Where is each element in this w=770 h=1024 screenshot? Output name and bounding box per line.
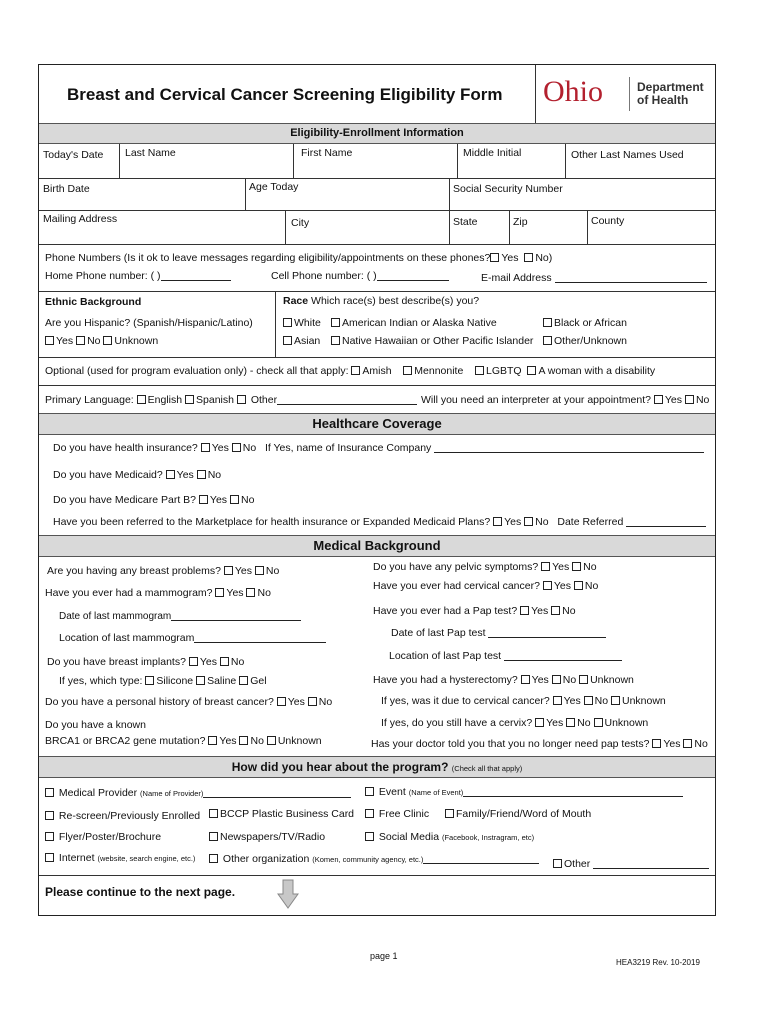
medicaid-question: Do you have Medicaid? Yes No <box>53 469 222 481</box>
implants-question: Do you have breast implants? Yes No <box>47 656 245 668</box>
race-other-option: Other/Unknown <box>543 335 627 347</box>
page-number: page 1 <box>370 951 398 961</box>
last-name-label: Last Name <box>125 147 176 159</box>
saline-checkbox[interactable] <box>196 676 205 685</box>
referred-no-checkbox[interactable] <box>524 517 533 526</box>
news-option: Newspapers/TV/Radio <box>209 831 325 843</box>
breast-problems-yes-checkbox[interactable] <box>224 566 233 575</box>
continue-note: Please continue to the next page. <box>45 885 236 899</box>
other-field[interactable] <box>593 858 709 869</box>
city-label: City <box>291 217 310 229</box>
pelvic-no-checkbox[interactable] <box>572 562 581 571</box>
race-black-checkbox[interactable] <box>543 318 552 327</box>
mailing-address-label: Mailing Address <box>43 213 118 225</box>
cervical-question: Have you ever had cervical cancer? Yes No <box>373 580 599 592</box>
race-aian-option: American Indian or Alaska Native <box>331 317 497 329</box>
event-name-field[interactable] <box>463 786 683 797</box>
eligibility-section-title: Eligibility-Enrollment Information <box>39 123 715 144</box>
referred-question: Have you been referred to the Marketplace for health insurance or Expanded Medicaid Plans? Yes No Date Referred <box>53 516 706 528</box>
amish-checkbox[interactable] <box>351 366 360 375</box>
bccp-card-option: BCCP Plastic Business Card <box>209 808 354 820</box>
brca-yes-checkbox[interactable] <box>208 736 217 745</box>
rescreen-option: Re-screen/Previously Enrolled <box>45 810 200 822</box>
interpreter-question: Will you need an interpreter at your appointment? Yes No <box>421 394 710 406</box>
state-label: State <box>453 216 478 228</box>
other-language-checkbox[interactable] <box>237 395 246 404</box>
mennonite-checkbox[interactable] <box>403 366 412 375</box>
zip-label: Zip <box>513 216 528 228</box>
implants-yes-checkbox[interactable] <box>189 657 198 666</box>
referred-yes-checkbox[interactable] <box>493 517 502 526</box>
disability-checkbox[interactable] <box>527 366 536 375</box>
pap-yes-checkbox[interactable] <box>520 606 529 615</box>
todays-date-label: Today's Date <box>43 149 104 161</box>
rescreen-checkbox[interactable] <box>45 811 54 820</box>
location-mammogram-label: Location of last mammogram <box>59 632 326 644</box>
phone-no-checkbox[interactable] <box>524 253 533 262</box>
hispanic-no-checkbox[interactable] <box>76 336 85 345</box>
mammogram-no-checkbox[interactable] <box>246 588 255 597</box>
breast-problems-question: Are you having any breast problems? Yes No <box>47 565 280 577</box>
race-asian-checkbox[interactable] <box>283 336 292 345</box>
county-label: County <box>591 215 625 227</box>
other-last-names-label: Other Last Names Used <box>571 149 684 161</box>
medicare-question: Do you have Medicare Part B? Yes No <box>53 494 255 506</box>
implant-type-question: If yes, which type: Silicone Saline Gel <box>59 675 267 687</box>
medicare-yes-checkbox[interactable] <box>199 495 208 504</box>
due-cervical-question: If yes, was it due to cervical cancer? Yes No Unknown <box>381 695 666 707</box>
hispanic-question: Are you Hispanic? (Spanish/Hispanic/Latino) <box>45 317 253 329</box>
date-referred-field[interactable] <box>626 516 706 527</box>
medicaid-yes-checkbox[interactable] <box>166 470 175 479</box>
medicaid-no-checkbox[interactable] <box>197 470 206 479</box>
medical-provider-checkbox[interactable] <box>45 788 54 797</box>
cell-phone-field[interactable] <box>377 270 449 281</box>
english-checkbox[interactable] <box>137 395 146 404</box>
social-media-checkbox[interactable] <box>365 832 374 841</box>
age-today-label: Age Today <box>249 181 299 193</box>
location-mammogram-field[interactable] <box>194 632 326 643</box>
news-checkbox[interactable] <box>209 832 218 841</box>
cervix-yes-checkbox[interactable] <box>535 718 544 727</box>
brca-no-checkbox[interactable] <box>239 736 248 745</box>
pelvic-yes-checkbox[interactable] <box>541 562 550 571</box>
other-org-option: Other organization (Komen, community agency, etc.) <box>209 853 539 865</box>
hysterectomy-yes-checkbox[interactable] <box>521 675 530 684</box>
cervix-question: If yes, do you still have a cervix? Yes No Unknown <box>381 717 649 729</box>
cell-phone-label: Cell Phone number: ( ) <box>271 270 449 282</box>
mammogram-yes-checkbox[interactable] <box>215 588 224 597</box>
race-white-option: White <box>283 317 321 329</box>
personal-history-question: Do you have a personal history of breast cancer? Yes No <box>45 696 333 708</box>
brca-unknown-checkbox[interactable] <box>267 736 276 745</box>
other-org-field[interactable] <box>423 853 539 864</box>
insurance-yes-checkbox[interactable] <box>201 443 210 452</box>
hispanic-yes-checkbox[interactable] <box>45 336 54 345</box>
free-clinic-option: Free Clinic <box>365 808 429 820</box>
interpreter-yes-checkbox[interactable] <box>654 395 663 404</box>
flyer-option: Flyer/Poster/Brochure <box>45 831 161 843</box>
cervical-yes-checkbox[interactable] <box>543 581 552 590</box>
event-option: Event (Name of Event) <box>365 786 683 798</box>
other-checkbox[interactable] <box>553 859 562 868</box>
ethnic-title: Ethnic Background <box>45 296 142 308</box>
email-label: E-mail Address <box>481 272 707 284</box>
medicare-no-checkbox[interactable] <box>230 495 239 504</box>
hispanic-options: Yes No Unknown <box>45 335 158 347</box>
hear-section-title: How did you hear about the program? (Check all that apply) <box>39 756 715 778</box>
brca-question-line2: BRCA1 or BRCA2 gene mutation? Yes No Unknown <box>45 735 322 747</box>
ssn-label: Social Security Number <box>453 183 563 195</box>
silicone-checkbox[interactable] <box>145 676 154 685</box>
race-nhpi-checkbox[interactable] <box>331 336 340 345</box>
race-aian-checkbox[interactable] <box>331 318 340 327</box>
internet-option: Internet (website, search engine, etc.) <box>45 852 195 864</box>
event-checkbox[interactable] <box>365 787 374 796</box>
email-field[interactable] <box>555 272 707 283</box>
interpreter-no-checkbox[interactable] <box>685 395 694 404</box>
race-question: Race Which race(s) best describe(s) you? <box>283 295 480 307</box>
date-pap-label: Date of last Pap test <box>391 627 606 639</box>
date-mammogram-field[interactable] <box>171 610 301 621</box>
birth-date-label: Birth Date <box>43 183 90 195</box>
insurance-no-checkbox[interactable] <box>232 443 241 452</box>
hysterectomy-unknown-checkbox[interactable] <box>579 675 588 684</box>
race-asian-option: Asian <box>283 335 320 347</box>
due-cervical-no-checkbox[interactable] <box>584 696 593 705</box>
history-no-checkbox[interactable] <box>308 697 317 706</box>
breast-problems-no-checkbox[interactable] <box>255 566 264 575</box>
hispanic-unknown-checkbox[interactable] <box>103 336 112 345</box>
family-option: Family/Friend/Word of Mouth <box>445 808 591 820</box>
cervix-no-checkbox[interactable] <box>566 718 575 727</box>
other-option: Other <box>553 858 709 870</box>
family-checkbox[interactable] <box>445 809 454 818</box>
due-cervical-yes-checkbox[interactable] <box>553 696 562 705</box>
social-media-option: Social Media (Facebook, Instragram, etc) <box>365 831 534 843</box>
race-other-checkbox[interactable] <box>543 336 552 345</box>
no-pap-yes-checkbox[interactable] <box>652 739 661 748</box>
form-title: Breast and Cervical Cancer Screening Eligibility Form <box>67 85 503 104</box>
pelvic-question: Do you have any pelvic symptoms? Yes No <box>373 561 597 573</box>
ohio-logo: Ohio <box>543 75 603 108</box>
home-phone-field[interactable] <box>161 270 231 281</box>
hysterectomy-no-checkbox[interactable] <box>552 675 561 684</box>
bccp-card-checkbox[interactable] <box>209 809 218 818</box>
history-yes-checkbox[interactable] <box>277 697 286 706</box>
optional-question: Optional (used for program evaluation only) - check all that apply: Amish Mennonite LGBTQ A woman with a disability <box>45 365 656 377</box>
race-nhpi-option: Native Hawaiian or Other Pacific Islander <box>331 335 533 347</box>
location-pap-label: Location of last Pap test <box>389 650 622 662</box>
internet-checkbox[interactable] <box>45 853 54 862</box>
race-black-option: Black or African <box>543 317 627 329</box>
date-pap-field[interactable] <box>488 627 606 638</box>
mammogram-question: Have you ever had a mammogram? Yes No <box>45 587 271 599</box>
dept-name: Department of Health <box>637 80 704 107</box>
flyer-checkbox[interactable] <box>45 832 54 841</box>
provider-name-field[interactable] <box>203 787 351 798</box>
phone-question: Phone Numbers (Is it ok to leave messages regarding eligibility/appointments on these phones? Yes No) <box>45 252 553 264</box>
date-mammogram-label: Date of last mammogram <box>59 610 301 622</box>
first-name-label: First Name <box>301 147 353 159</box>
no-pap-no-checkbox[interactable] <box>683 739 692 748</box>
brca-question-line1: Do you have a known <box>45 719 146 731</box>
pap-no-checkbox[interactable] <box>551 606 560 615</box>
due-cervical-unknown-checkbox[interactable] <box>611 696 620 705</box>
insurance-company-field[interactable] <box>434 442 704 453</box>
medical-provider-option: Medical Provider (Name of Provider) <box>45 787 351 799</box>
race-white-checkbox[interactable] <box>283 318 292 327</box>
location-pap-field[interactable] <box>504 650 622 661</box>
pap-question: Have you ever had a Pap test? Yes No <box>373 605 576 617</box>
middle-initial-label: Middle Initial <box>463 147 522 159</box>
phone-yes-checkbox[interactable] <box>490 253 499 262</box>
language-question: Primary Language: English Spanish Other <box>45 394 417 406</box>
form-id: HEA3219 Rev. 10-2019 <box>616 958 700 967</box>
healthcare-section-title: Healthcare Coverage <box>39 413 715 435</box>
medical-section-title: Medical Background <box>39 535 715 557</box>
home-phone-label: Home Phone number: ( ) <box>45 270 231 282</box>
cervical-no-checkbox[interactable] <box>574 581 583 590</box>
free-clinic-checkbox[interactable] <box>365 809 374 818</box>
no-pap-question: Has your doctor told you that you no longer need pap tests? Yes No <box>371 738 708 750</box>
insurance-question: Do you have health insurance? Yes No If Yes, name of Insurance Company <box>53 442 704 454</box>
hysterectomy-question: Have you had a hysterectomy? Yes No Unknown <box>373 674 634 686</box>
other-org-checkbox[interactable] <box>209 854 218 863</box>
spanish-checkbox[interactable] <box>185 395 194 404</box>
implants-no-checkbox[interactable] <box>220 657 229 666</box>
cervix-unknown-checkbox[interactable] <box>594 718 603 727</box>
gel-checkbox[interactable] <box>239 676 248 685</box>
eligibility-form <box>38 64 716 916</box>
other-language-field[interactable] <box>277 394 417 405</box>
lgbtq-checkbox[interactable] <box>475 366 484 375</box>
down-arrow-icon <box>277 879 299 909</box>
